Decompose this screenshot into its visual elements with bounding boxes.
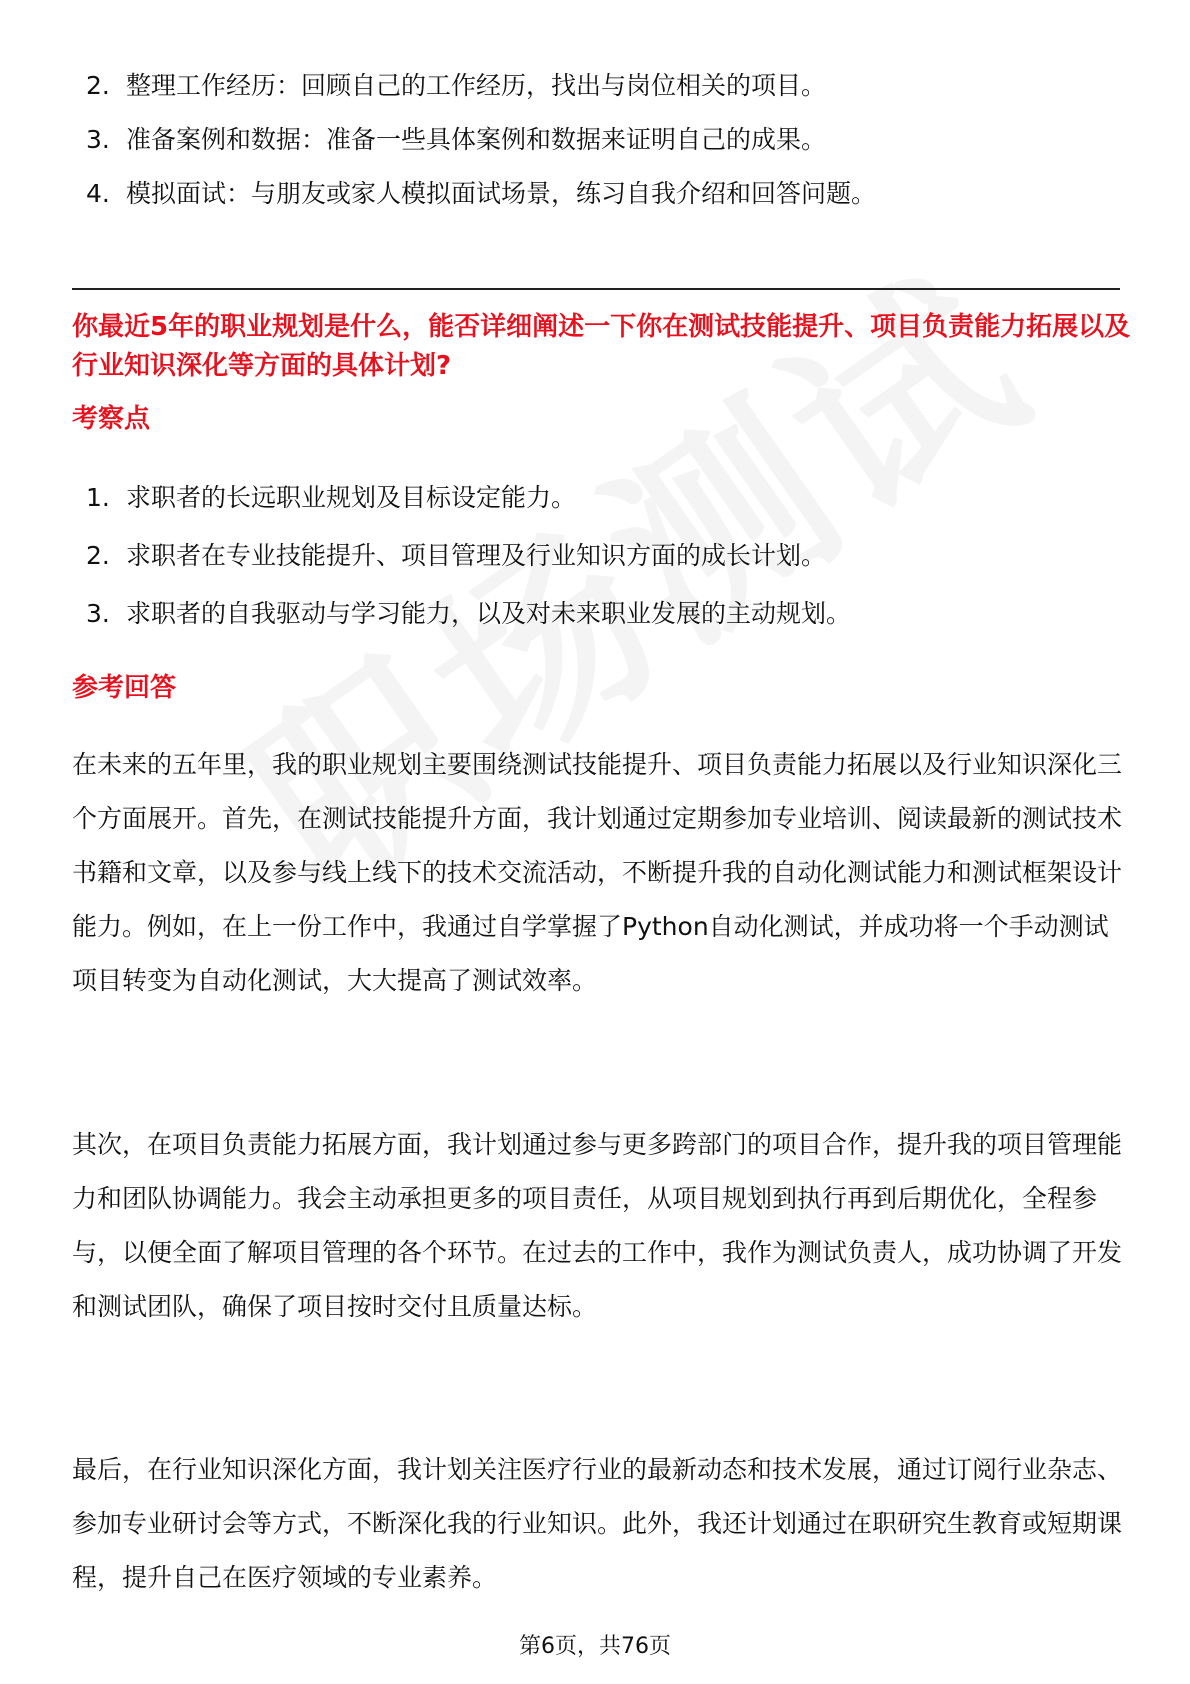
- list-number: 4.: [86, 179, 110, 208]
- list-text: 整理工作经历：回顾自己的工作经历，找出与岗位相关的项目。: [126, 71, 827, 100]
- list-number: 1.: [86, 483, 110, 512]
- list-item: [86, 540, 826, 572]
- list-item: [86, 70, 826, 102]
- list-item: [86, 178, 876, 210]
- list-number: 2.: [86, 71, 110, 100]
- list-text: 准备案例和数据：准备一些具体案例和数据来证明自己的成果。: [126, 125, 827, 154]
- list-number: 3.: [86, 599, 110, 628]
- list-item: [86, 598, 851, 630]
- answer-heading: 参考回答: [72, 673, 177, 703]
- list-text: 求职者在专业技能提升、项目管理及行业知识方面的成长计划。: [126, 541, 827, 570]
- question-title: 你最近5年的职业规划是什么，能否详细阐述一下你在测试技能提升、项目负责能力拓展以及行业知识深化等方面的具体计划?: [72, 312, 1131, 381]
- answer-paragraph: 最后，在行业知识深化方面，我计划关注医疗行业的最新动态和技术发展，通过订阅行业杂志、参加专业研讨会等方式，不断深化我的行业知识。此外，我还计划通过在职研究生教育或短期课程，提升自己在医疗领域的专业素养。: [72, 1455, 1123, 1592]
- page-footer: 第6页，共76页: [519, 1634, 671, 1659]
- list-text: 求职者的自我驱动与学习能力，以及对未来职业发展的主动规划。: [126, 599, 852, 628]
- list-number: 3.: [86, 125, 110, 154]
- answer-paragraph: 其次，在项目负责能力拓展方面，我计划通过参与更多跨部门的项目合作，提升我的项目管理能力和团队协调能力。我会主动承担更多的项目责任，从项目规划到执行再到后期优化，全程参与，以便全面了解项目管理的各个环节。在过去的工作中，我作为测试负责人，成功协调了开发和测试团队，确保了项目按时交付且质量达标。: [72, 1130, 1123, 1321]
- list-number: 2.: [86, 541, 110, 570]
- list-item: [86, 124, 826, 156]
- list-text: 模拟面试：与朋友或家人模拟面试场景，练习自我介绍和回答问题。: [126, 179, 877, 208]
- answer-paragraph: 在未来的五年里，我的职业规划主要围绕测试技能提升、项目负责能力拓展以及行业知识深化三个方面展开。首先，在测试技能提升方面，我计划通过定期参加专业培训、阅读最新的测试技术书籍和文章，以及参与线上线下的技术交流活动，不断提升我的自动化测试能力和测试框架设计能力。例如，在上一份工作中，我通过自学掌握了Python自动化测试，并成功将一个手动测试项目转变为自动化测试，大大提高了测试效率。: [72, 750, 1123, 995]
- assessment-heading: 考察点: [72, 404, 151, 434]
- list-item: [86, 482, 576, 514]
- section-divider: [72, 288, 1120, 290]
- list-text: 求职者的长远职业规划及目标设定能力。: [126, 483, 577, 512]
